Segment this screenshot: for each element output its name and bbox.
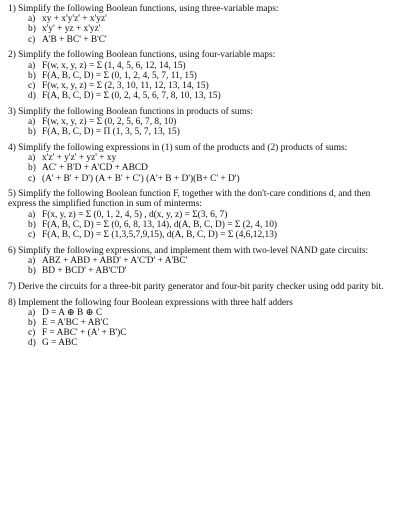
sub-question-label: a) (28, 117, 36, 128)
sub-question (8, 318, 396, 328)
question-4 (8, 143, 396, 184)
sub-question-list (8, 117, 396, 137)
sub-question-expression: F(A, B, C, D) = Π (1, 3, 5, 7, 13, 15) (42, 127, 180, 138)
sub-question (8, 266, 396, 276)
sub-question-label: b) (28, 127, 36, 138)
sub-question (8, 24, 396, 34)
sub-question-expression: F = ABC' + (A' + B')C (42, 328, 127, 339)
sub-question (8, 210, 396, 220)
sub-question-expression: F(A, B, C, D) = Σ (0, 1, 2, 4, 5, 7, 11, 15) (42, 70, 197, 81)
sub-question-expression: F(w, x, y, z) = Σ (1, 4, 5, 6, 12, 14, 15) (42, 60, 186, 71)
question-text: 8) Implement the following four Boolean expressions with three half adders (8, 297, 293, 308)
sub-question (8, 163, 396, 173)
sub-question-expression: F(w, x, y, z) = Σ (2, 3, 10, 11, 12, 13, 14, 15) (42, 80, 209, 91)
sub-question-list (8, 153, 396, 184)
sub-question-label: d) (28, 338, 36, 349)
sub-question-expression: E = A'BC + AB'C (42, 317, 109, 328)
sub-question (8, 81, 396, 91)
sub-question-expression: ABZ + ABD + ABD' + A'C'D' + A'BC' (42, 255, 188, 266)
sub-question-label: a) (28, 209, 36, 220)
sub-question-label: a) (28, 255, 36, 266)
question-text: 2) Simplify the following Boolean functions, using four-variable maps: (8, 50, 276, 61)
sub-question-list (8, 14, 396, 45)
sub-question-label: c) (28, 173, 36, 184)
question-6 (8, 246, 396, 277)
sub-question-label: c) (28, 230, 36, 241)
sub-question-expression: G = ABC (42, 338, 78, 349)
sub-question (8, 308, 396, 318)
sub-question (8, 174, 396, 184)
sub-question-list (8, 210, 396, 241)
sub-question-label: b) (28, 266, 36, 277)
sub-question (8, 14, 396, 24)
sub-question-label: b) (28, 24, 36, 35)
question-7 (8, 282, 396, 292)
sub-question-label: d) (28, 91, 36, 102)
sub-question (8, 338, 396, 348)
sub-question-list (8, 61, 396, 102)
sub-question-expression: F(A, B, C, D) = Σ (0, 6, 8, 13, 14), d(A, B, C, D) = Σ (2, 4, 10) (42, 219, 278, 230)
sub-question (8, 127, 396, 137)
sub-question (8, 256, 396, 266)
sub-question (8, 61, 396, 71)
sub-question-expression: AC' + B'D + A'CD + ABCD (42, 163, 148, 174)
sub-question-label: b) (28, 219, 36, 230)
question-text: 6) Simplify the following expressions, and implement them with two-level NAND gate circuits: (8, 245, 369, 256)
sub-question-label: b) (28, 317, 36, 328)
sub-question-expression: F(A, B, C, D) = Σ (1,3,5,7,9,15), d(A, B, C, D) = Σ (4,6,12,13) (42, 230, 278, 241)
sub-question-label: c) (28, 80, 36, 91)
question-8 (8, 298, 396, 349)
sub-question (8, 91, 396, 101)
sub-question-expression: x'z' + y'z' + yz' + xy (42, 153, 117, 164)
sub-question-label: b) (28, 70, 36, 81)
question-text: 3) Simplify the following Boolean functions in products of sums: (8, 106, 254, 117)
sub-question-expression: F(x, y, z) = Σ (0, 1, 2, 4, 5) , d(x, y, z) = Σ(3, 6, 7) (42, 209, 228, 220)
sub-question-expression: BD + BCD' + AB'C'D' (42, 266, 127, 277)
question-5 (8, 189, 396, 240)
sub-question-label: b) (28, 163, 36, 174)
sub-question (8, 153, 396, 163)
sub-question (8, 71, 396, 81)
sub-question-list (8, 308, 396, 349)
question-3 (8, 107, 396, 138)
question-text: 4) Simplify the following expressions in (1) sum of the products and (2) products of sums: (8, 142, 348, 153)
question-text: 7) Derive the circuits for a three-bit parity generator and four-bit parity checker using odd parity bit. (8, 281, 384, 292)
sub-question-expression: xy + x'y'z' + x'yz' (42, 14, 107, 25)
question-text: 5) Simplify the following Boolean function F, together with the don't-care conditions d, and then express the simplified function in sum of minterms: (8, 189, 371, 210)
question-text: 1) Simplify the following Boolean functions, using three-variable maps: (8, 4, 279, 14)
sub-question-label: a) (28, 307, 36, 318)
sub-question-expression: D = A ⊕ B ⊕ C (42, 307, 103, 318)
sub-question-label: a) (28, 14, 36, 25)
sub-question-label: a) (28, 60, 36, 71)
sub-question (8, 220, 396, 230)
sub-question-expression: F(w, x, y, z) = Σ (0, 2, 5, 6, 7, 8, 10) (42, 117, 177, 128)
sub-question-expression: (A' + B' + D') (A + B' + C') (A'+ B + D')(B+ C' + D') (42, 173, 240, 184)
sub-question-label: a) (28, 153, 36, 164)
question-1 (8, 4, 396, 45)
sub-question-expression: F(A, B, C, D) = Σ (0, 2, 4, 5, 6, 7, 8, 10, 13, 15) (42, 91, 221, 102)
sub-question-label: c) (28, 34, 36, 45)
sub-question-expression: A'B + BC' + B'C' (42, 34, 107, 45)
sub-question (8, 230, 396, 240)
sub-question (8, 328, 396, 338)
sub-question-expression: x'y' + yz + x'yz' (42, 24, 101, 35)
sub-question (8, 117, 396, 127)
sub-question-label: c) (28, 328, 36, 339)
sub-question (8, 35, 396, 45)
sub-question-list (8, 256, 396, 276)
question-2 (8, 50, 396, 101)
